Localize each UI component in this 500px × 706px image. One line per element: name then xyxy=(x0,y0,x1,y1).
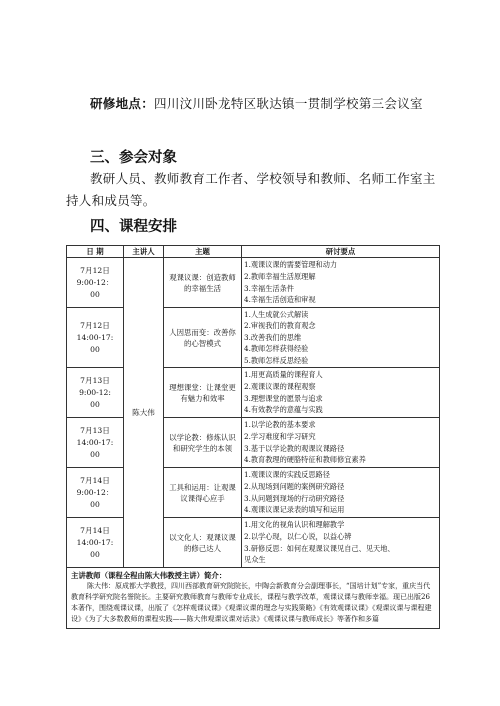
venue-label: 研修地点： xyxy=(90,96,155,111)
participants-heading: 三、参会对象 xyxy=(90,150,177,166)
points-cell: 1.用更高质量的课程育人 2.观课议课的课程观察 3.理想课堂的愿景与追求 4.有效教学的意蕴与实践 xyxy=(242,368,440,418)
points-cell: 1.用文化的视角认识和理解教学 2.以学心现，以仁心说，以益心辨 3.研修反思：如何在观课议课见自己、见天地、 见众生 xyxy=(242,518,440,568)
points-cell: 1.观课议课的实践反思路径 2.从现场到问题的案例研究路径 3.从问题到现场的行动研究路径 4.观课议课记录表的填写和运用 xyxy=(242,468,440,518)
table-row xyxy=(67,468,440,518)
topic-cell: 以学论教：修炼认识 和研究学生的本领 xyxy=(164,418,242,468)
venue-text: 四川汶川卧龙特区耿达镇一贯制学校第三会议室 xyxy=(154,96,423,111)
points-cell: 1.观课议课的需要管理和动力 2.教师幸福生活原理解 3.幸福生活条件 4.幸福生活创造和审视 xyxy=(242,258,440,308)
bio-heading: 主讲教师（课程全程由陈大伟教授主讲）简介： xyxy=(71,571,227,580)
date-cell: 7月14日 14:00-17: 00 xyxy=(67,518,124,568)
date-cell: 7月13日 14:00-17: 00 xyxy=(67,418,124,468)
header-topic: 主题 xyxy=(164,246,242,258)
points-cell: 1.人生成就公式解读 2.审视我们的教育观念 3.改善我们的思维 4.教师怎样获得经验 5.教师怎样反思经验 xyxy=(242,308,440,368)
table-row xyxy=(67,258,440,308)
date-cell: 7月12日 14:00-17: 00 xyxy=(67,308,124,368)
points-cell: 1.以学论教的基本要求 2.学习难度和学习研究 3.基于以学论教的观课议课路径 4.教育教理的硬胳特征和教师修宜素养 xyxy=(242,418,440,468)
header-points: 研讨要点 xyxy=(242,246,440,258)
table-row xyxy=(67,368,440,418)
topic-cell: 理想课堂：让课堂更 有魅力和效率 xyxy=(164,368,242,418)
participants-text: 教研人员、教师教育工作者、学校领导和教师、名师工作室主持人和成员等。 xyxy=(66,171,436,208)
venue-paragraph xyxy=(66,93,446,115)
schedule-table xyxy=(66,245,440,629)
date-cell: 7月12日 9:00-12： 00 xyxy=(67,258,124,308)
topic-cell: 人因思而变：改善你 的心智模式 xyxy=(164,308,242,368)
table-header-row xyxy=(67,246,440,258)
bio-text: 陈大伟：原成都大学教授，四川西部教育研究院院长，中陶会新教育分会副理事长，“国培计划”专家，重庆当代教育科学研究院名誉院长。主要研究教师教育与教师专业成长，课程与教学改革，观课议课与教师幸福。现已出版26本著作，围绕观课议课，出版了《怎样观课议课》《观课议课的理念与实践策略》《有效观课议课》《观课议课与课程建设》《为了大多数教师的课程实践——陈大伟观课议课对话录》《观课议课与教师成长》等著作和多篇 xyxy=(71,582,432,623)
date-cell: 7月13日 9:00-12: 00 xyxy=(67,368,124,418)
bio-row xyxy=(67,568,440,629)
date-cell: 7月14日 9:00-12： 00 xyxy=(67,468,124,518)
table-row xyxy=(67,418,440,468)
table-row xyxy=(67,308,440,368)
topic-cell: 观课议课：创造教师 的幸福生活 xyxy=(164,258,242,308)
header-speaker: 主讲人 xyxy=(124,246,164,258)
header-date: 日 期 xyxy=(67,246,124,258)
bio-cell xyxy=(67,568,440,629)
table-row xyxy=(67,518,440,568)
topic-cell: 以文化人：观课议课 的修己达人 xyxy=(164,518,242,568)
speaker-cell: 陈大伟 xyxy=(124,258,164,568)
course-heading: 四、课程安排 xyxy=(90,219,177,235)
topic-cell: 工具和运用：让观课 议课得心应手 xyxy=(164,468,242,518)
